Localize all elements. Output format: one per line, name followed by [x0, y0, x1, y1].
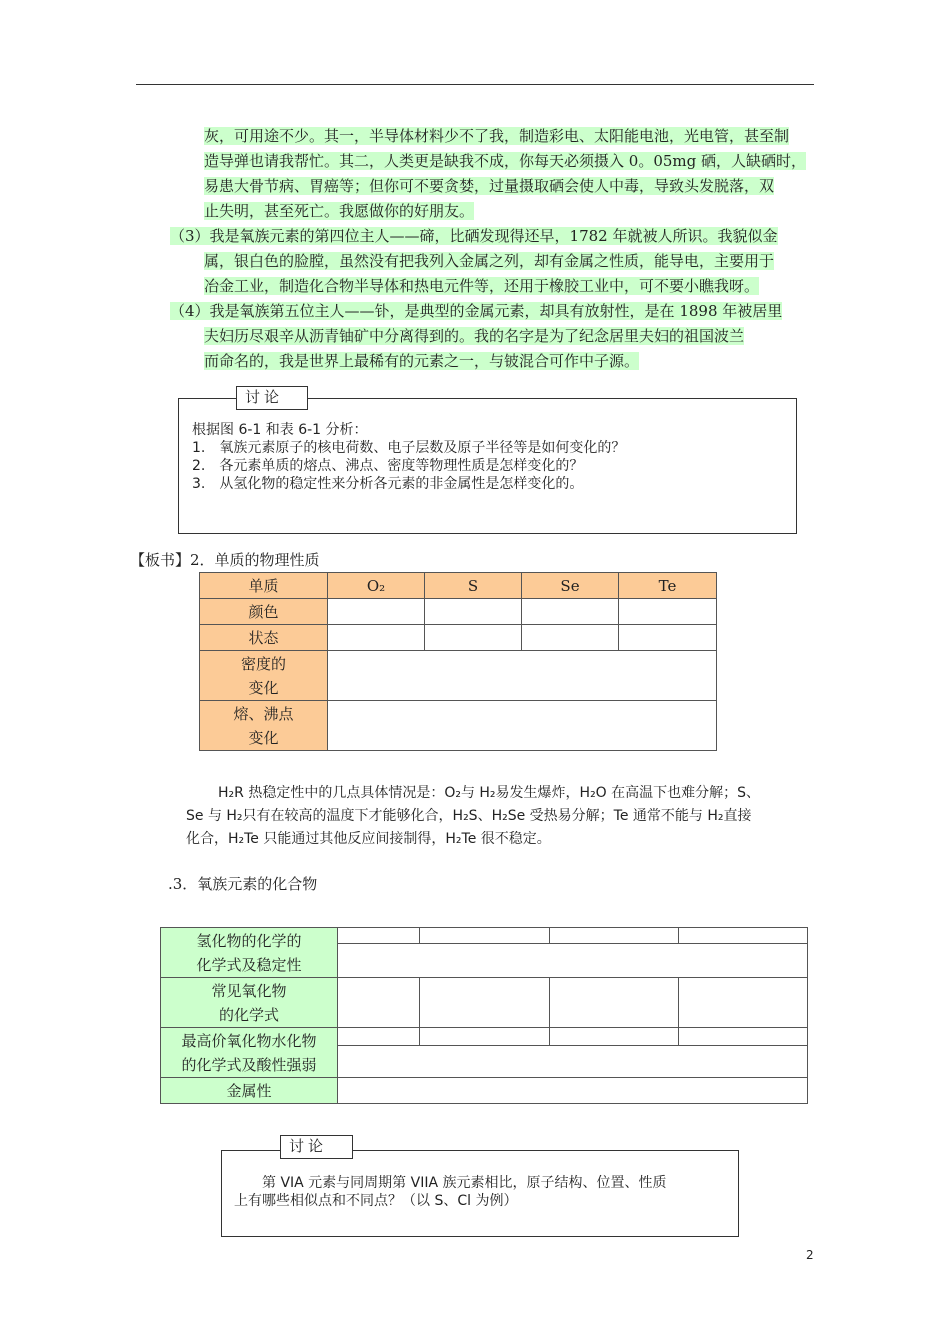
table-header-cell: Se	[522, 573, 619, 599]
discussion-question: 1. 氧族元素原子的核电荷数、电子层数及原子半径等是如何变化的？	[192, 440, 626, 456]
empty-cell[interactable]	[338, 928, 420, 944]
row-label-line: 化学式及稳定性	[196, 955, 302, 974]
discussion-text: 第 VIA 元素与同周期第 VIIA 族元素相比，原子结构、位置、性质	[234, 1175, 667, 1191]
empty-cell[interactable]	[338, 1028, 420, 1046]
row-label: 金属性	[161, 1078, 338, 1104]
passage-line: 易患大骨节病、胃癌等；但你可不要贪婪，过量摄取硒会使人中毒，导致头发脱落，双	[204, 177, 775, 195]
row-label: 颜色	[200, 599, 328, 625]
empty-cell[interactable]	[328, 625, 425, 651]
empty-cell[interactable]	[420, 928, 550, 944]
empty-cell[interactable]	[420, 1028, 550, 1046]
empty-cell[interactable]	[338, 1078, 808, 1104]
discussion-question: 2. 各元素单质的熔点、沸点、密度等物理性质是怎样变化的？	[192, 458, 584, 474]
empty-cell[interactable]	[550, 1028, 679, 1046]
note-line: 化合，H₂Te 只能通过其他反应间接制得，H₂Te 很不稳定。	[186, 831, 551, 847]
discussion-tab: 讨论	[236, 386, 308, 410]
passage-line: （3）我是氧族元素的第四位主人——碲，比硒发现得还早，1782 年就被人所识。我貌似金	[170, 227, 778, 245]
passage-line: 造导弹也请我帮忙。其二，人类更是缺我不成，你每天必须摄入 0。05mg 硒，人缺硒时，	[204, 152, 806, 170]
note-line: Se 与 H₂只有在较高的温度下才能够化合，H₂S、H₂Se 受热易分解；Te 通常不能与 H₂直接	[186, 808, 752, 824]
empty-cell[interactable]	[522, 625, 619, 651]
row-label: 状态	[200, 625, 328, 651]
compounds-table	[160, 927, 808, 1104]
section-heading: 【板书】2．单质的物理性质	[130, 551, 320, 569]
discussion-box	[221, 1150, 739, 1237]
discussion-box	[178, 398, 797, 534]
empty-cell[interactable]	[679, 978, 808, 1028]
empty-cell[interactable]	[679, 1028, 808, 1046]
row-label-line: 变化	[248, 728, 279, 747]
empty-cell[interactable]	[338, 944, 808, 978]
header-rule	[136, 84, 814, 85]
row-label	[200, 651, 328, 701]
empty-cell[interactable]	[328, 651, 717, 701]
discussion-text: 根据图 6-1 和表 6-1 分析：	[192, 422, 368, 438]
passage-line: 止失明，甚至死亡。我愿做你的好朋友。	[204, 202, 475, 220]
row-label	[161, 928, 338, 978]
discussion-text: 上有哪些相似点和不同点？（以 S、Cl 为例）	[234, 1193, 518, 1209]
empty-cell[interactable]	[619, 599, 717, 625]
physical-properties-table	[199, 572, 717, 751]
table-header-cell: O₂	[328, 573, 425, 599]
row-label-line: 的化学式及酸性强弱	[181, 1055, 317, 1074]
empty-cell[interactable]	[420, 978, 550, 1028]
empty-cell[interactable]	[338, 1046, 808, 1078]
row-label-line: 的化学式	[218, 1005, 279, 1024]
empty-cell[interactable]	[679, 928, 808, 944]
empty-cell[interactable]	[522, 599, 619, 625]
empty-cell[interactable]	[425, 625, 522, 651]
table-header-cell: Te	[619, 573, 717, 599]
row-label-line: 密度的	[240, 654, 286, 673]
empty-cell[interactable]	[338, 978, 420, 1028]
empty-cell[interactable]	[550, 978, 679, 1028]
row-label-line: 熔、沸点	[233, 704, 294, 723]
empty-cell[interactable]	[425, 599, 522, 625]
passage-line: 冶金工业，制造化合物半导体和热电元件等，还用于橡胶工业中，可不要小瞧我呀。	[204, 277, 760, 295]
section-heading: .3．氧族元素的化合物	[168, 875, 318, 893]
empty-cell[interactable]	[328, 599, 425, 625]
passage-line: 属，银白色的脸膛，虽然没有把我列入金属之列，却有金属之性质，能导电，主要用于	[204, 252, 775, 270]
row-label-line: 常见氧化物	[211, 981, 287, 1000]
row-label-line: 最高价氧化物水化物	[181, 1031, 317, 1050]
discussion-question: 3. 从氢化物的稳定性来分析各元素的非金属性是怎样变化的。	[192, 476, 584, 492]
empty-cell[interactable]	[328, 701, 717, 751]
passage-line: 夫妇历尽艰辛从沥青铀矿中分离得到的。我的名字是为了纪念居里夫妇的祖国波兰	[204, 327, 745, 345]
passage-line: 而命名的，我是世界上最稀有的元素之一，与铍混合可作中子源。	[204, 352, 640, 370]
page-number: 2	[806, 1248, 814, 1262]
table-header-cell: S	[425, 573, 522, 599]
passage-line: （4）我是氧族第五位主人——钋，是典型的金属元素，却具有放射性，是在 1898 年被居里	[170, 302, 783, 320]
empty-cell[interactable]	[619, 625, 717, 651]
row-label	[161, 978, 338, 1028]
row-label	[200, 701, 328, 751]
empty-cell[interactable]	[550, 928, 679, 944]
row-label	[161, 1028, 338, 1078]
table-header-cell: 单质	[200, 573, 328, 599]
row-label-line: 变化	[248, 678, 279, 697]
row-label-line: 氢化物的化学的	[196, 931, 302, 950]
passage-line: 灰，可用途不少。其一，半导体材料少不了我，制造彩电、太阳能电池，光电管，甚至制	[204, 127, 790, 145]
discussion-tab: 讨论	[280, 1135, 353, 1159]
note-line: H₂R 热稳定性中的几点具体情况是：O₂与 H₂易发生爆炸，H₂O 在高温下也难分解；S、	[218, 785, 761, 801]
